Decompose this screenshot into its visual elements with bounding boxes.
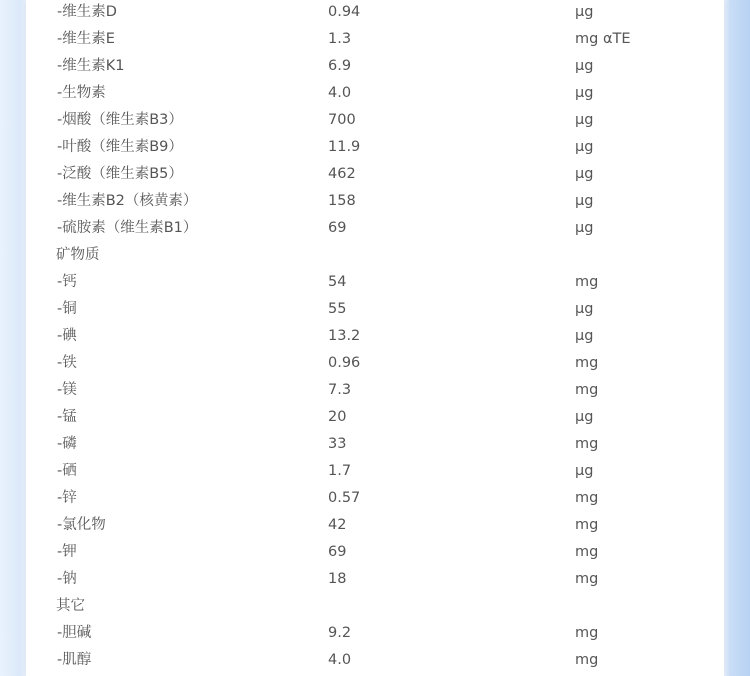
- table-row: [26, 620, 724, 647]
- nutrient-name: -氯化物: [57, 517, 106, 533]
- nutrient-name: -维生素E: [57, 31, 115, 47]
- nutrient-value: 54: [328, 274, 347, 290]
- nutrient-name: -维生素D: [57, 4, 117, 20]
- nutrient-unit: mg: [575, 544, 599, 560]
- section-heading: 矿物质: [56, 247, 100, 263]
- nutrient-name: -烟酸（维生素B3）: [57, 112, 183, 128]
- nutrient-value: 11.9: [328, 139, 361, 155]
- nutrient-unit: μg: [575, 409, 594, 425]
- nutrient-unit: μg: [575, 301, 594, 317]
- table-row: [26, 0, 724, 26]
- nutrient-unit: μg: [575, 58, 594, 74]
- nutrient-value: 13.2: [328, 328, 361, 344]
- nutrient-name: -泛酸（维生素B5）: [57, 166, 183, 182]
- nutrient-name: -叶酸（维生素B9）: [57, 139, 183, 155]
- nutrient-value: 69: [328, 544, 347, 560]
- nutrient-value: 9.2: [328, 625, 352, 641]
- nutrient-name: -肌醇: [57, 652, 92, 668]
- section-row-other: [26, 593, 724, 620]
- table-row: [26, 647, 724, 674]
- nutrient-name: -维生素B2（核黄素）: [57, 193, 198, 209]
- nutrient-unit: μg: [575, 463, 594, 479]
- table-row: [26, 161, 724, 188]
- table-row: [26, 377, 724, 404]
- table-row: [26, 80, 724, 107]
- nutrient-name: -锰: [57, 409, 77, 425]
- table-row: [26, 323, 724, 350]
- table-row: [26, 539, 724, 566]
- table-row: [26, 53, 724, 80]
- nutrient-unit: μg: [575, 220, 594, 236]
- table-row: [26, 566, 724, 593]
- nutrient-value: 55: [328, 301, 347, 317]
- table-row: [26, 512, 724, 539]
- nutrient-value: 7.3: [328, 382, 352, 398]
- nutrient-unit: mg: [575, 517, 599, 533]
- nutrient-value: 20: [328, 409, 347, 425]
- nutrient-name: -硫胺素（维生素B1）: [57, 220, 198, 236]
- nutrient-name: -碘: [57, 328, 77, 344]
- nutrient-unit: μg: [575, 4, 594, 20]
- nutrient-unit: mg: [575, 274, 599, 290]
- nutrient-value: 42: [328, 517, 347, 533]
- nutrient-name: -钠: [57, 571, 77, 587]
- nutrition-table: [26, 0, 724, 674]
- table-row: [26, 215, 724, 242]
- table-row: [26, 350, 724, 377]
- table-row: [26, 404, 724, 431]
- nutrient-unit: mg: [575, 436, 599, 452]
- nutrient-value: 462: [328, 166, 356, 182]
- nutrient-unit: μg: [575, 85, 594, 101]
- nutrient-value: 18: [328, 571, 347, 587]
- nutrient-name: -铜: [57, 301, 77, 317]
- nutrient-unit: mg: [575, 625, 599, 641]
- nutrient-unit: μg: [575, 328, 594, 344]
- nutrient-value: 33: [328, 436, 347, 452]
- nutrient-unit: μg: [575, 139, 594, 155]
- nutrient-unit: mg: [575, 571, 599, 587]
- nutrient-unit: mg: [575, 652, 599, 668]
- section-heading: 其它: [56, 598, 85, 614]
- nutrient-unit: mg: [575, 490, 599, 506]
- table-row: [26, 107, 724, 134]
- nutrient-unit: mg αTE: [575, 31, 631, 47]
- nutrient-name: -镁: [57, 382, 77, 398]
- table-row: [26, 269, 724, 296]
- nutrient-value: 1.7: [328, 463, 352, 479]
- nutrient-unit: mg: [575, 355, 599, 371]
- nutrient-name: -钾: [57, 544, 77, 560]
- nutrient-value: 0.57: [328, 490, 361, 506]
- nutrient-value: 1.3: [328, 31, 352, 47]
- nutrient-unit: mg: [575, 382, 599, 398]
- table-row: [26, 188, 724, 215]
- table-row: [26, 431, 724, 458]
- nutrient-value: 6.9: [328, 58, 352, 74]
- nutrient-name: -胆碱: [57, 625, 92, 641]
- nutrient-value: 158: [328, 193, 356, 209]
- section-row-minerals: [26, 242, 724, 269]
- nutrient-name: -维生素K1: [57, 58, 125, 74]
- table-row: [26, 296, 724, 323]
- nutrient-name: -钙: [57, 274, 77, 290]
- nutrient-name: -磷: [57, 436, 77, 452]
- nutrition-table-card: [26, 0, 724, 676]
- nutrient-name: -锌: [57, 490, 77, 506]
- table-row: [26, 26, 724, 53]
- table-row: [26, 458, 724, 485]
- nutrient-unit: μg: [575, 166, 594, 182]
- nutrient-value: 700: [328, 112, 356, 128]
- nutrient-value: 0.94: [328, 4, 361, 20]
- nutrient-name: -生物素: [57, 85, 106, 101]
- nutrient-value: 4.0: [328, 85, 352, 101]
- table-row: [26, 134, 724, 161]
- nutrient-value: 69: [328, 220, 347, 236]
- nutrient-value: 4.0: [328, 652, 352, 668]
- nutrient-name: -硒: [57, 463, 77, 479]
- nutrient-value: 0.96: [328, 355, 361, 371]
- nutrient-unit: μg: [575, 193, 594, 209]
- table-row: [26, 485, 724, 512]
- nutrient-name: -铁: [57, 355, 77, 371]
- nutrient-unit: μg: [575, 112, 594, 128]
